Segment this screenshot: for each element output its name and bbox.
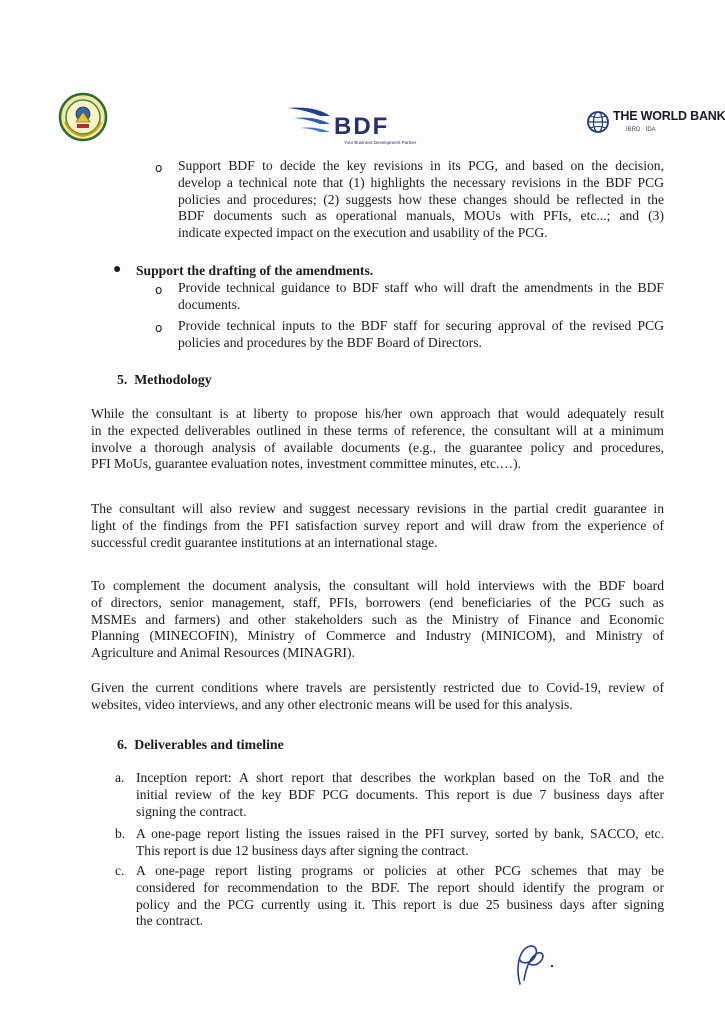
methodology-paragraph-4 bbox=[91, 680, 664, 714]
bullet-icon: ● bbox=[113, 262, 122, 277]
text-line: PFI MoUs, guarantee evaluation notes, investment committee minutes, etc.…). bbox=[91, 456, 521, 472]
sub-bullet-icon: o bbox=[155, 321, 163, 335]
section-title: Methodology bbox=[134, 372, 212, 387]
text-line: considered for recommendation to the BDF. The report should identify the program or bbox=[136, 879, 664, 895]
text-line: Provide technical inputs to the BDF staff for securing approval of the revised PCG bbox=[178, 318, 664, 333]
svg-text:Your Business Development Part: Your Business Development Partner bbox=[344, 140, 417, 145]
text-line: Support BDF to decide the key revisions in its PCG, and based on the decision, bbox=[178, 158, 664, 173]
text-line: policy and the PCG currently using it. This report is due 25 business days after signing bbox=[136, 896, 664, 912]
text-line: While the consultant is at liberty to propose his/her own approach that would adequately result bbox=[91, 406, 664, 421]
section-number: 5. bbox=[117, 372, 128, 387]
methodology-paragraph-2 bbox=[91, 501, 664, 551]
section-title: Deliverables and timeline bbox=[134, 737, 284, 752]
svg-text:BDF: BDF bbox=[334, 113, 390, 140]
section-number: 6. bbox=[117, 737, 128, 752]
amendments-title: Support the drafting of the amendments. bbox=[136, 263, 374, 278]
world-bank-sub: IBRD · IDA bbox=[626, 127, 656, 133]
text-line: websites, video interviews, and any other electronic means will be used for this analysis. bbox=[91, 696, 573, 712]
text-line: involve a thorough analysis of available documents (e.g., the guarantee policy and procedures, bbox=[91, 439, 664, 455]
text-line: policies and procedures; (2) suggests how these changes should be reflected in the bbox=[178, 191, 664, 207]
text-line: A one-page report listing the issues raised in the PFI survey, sorted by bank, SACCO, etc. bbox=[136, 826, 664, 841]
deliverable-b bbox=[136, 826, 664, 860]
list-letter: b. bbox=[115, 826, 126, 841]
text-line: successful credit guarantee institutions at an international stage. bbox=[91, 534, 438, 550]
sub-bullet-icon: o bbox=[155, 283, 163, 297]
text-line: BDF documents such as operational manuals, MOUs with PFIs, etc...; and (3) bbox=[178, 208, 664, 224]
bdf-logo-icon bbox=[286, 102, 424, 148]
initials-signature-icon bbox=[506, 940, 566, 988]
amendments-item-1 bbox=[178, 280, 664, 314]
list-letter: c. bbox=[115, 863, 125, 878]
text-line: indicate expected impact on the execution and usability of the PCG. bbox=[178, 225, 548, 241]
text-line: the contract. bbox=[136, 913, 204, 929]
deliverable-a bbox=[136, 770, 664, 820]
deliverable-c bbox=[136, 863, 664, 930]
text-line: Planning (MINECOFIN), Ministry of Commerce and Industry (MINICOM), and Ministry of bbox=[91, 628, 664, 644]
text-line: initial review of the key BDF PCG documents. This report is due 7 business days after bbox=[136, 786, 664, 802]
text-line: of directors, senior management, staff, PFIs, borrowers (end beneficiaries of the PCG such as bbox=[91, 594, 664, 610]
text-line: To complement the document analysis, the consultant will hold interviews with the BDF board bbox=[91, 578, 664, 593]
text-line: Provide technical guidance to BDF staff who will draft the amendments in the BDF bbox=[178, 280, 664, 295]
text-line: develop a technical note that (1) highlights the necessary revisions in the BDF PCG bbox=[178, 174, 664, 190]
text-line: signing the contract. bbox=[136, 803, 247, 819]
text-line: This report is due 12 business days after signing the contract. bbox=[136, 842, 469, 858]
text-line: in the expected deliverables outlined in these terms of reference, the consultant will at a minimum bbox=[91, 422, 664, 438]
section-5-heading bbox=[117, 372, 212, 388]
text-line: MSMEs and farmers) and other stakeholders such as the Ministry of Finance and Economic bbox=[91, 611, 664, 627]
rwanda-seal-icon bbox=[58, 92, 108, 142]
text-line: documents. bbox=[178, 296, 241, 312]
sub-bullet-icon: o bbox=[155, 161, 163, 175]
text-line: policies and procedures by the BDF Board of Directors. bbox=[178, 334, 482, 350]
text-line: light of the findings from the PFI satisfaction survey report and will draw from the experience of bbox=[91, 517, 664, 533]
intro-sub-bullet bbox=[178, 158, 664, 242]
methodology-paragraph-1 bbox=[91, 406, 664, 473]
text-line: The consultant will also review and suggest necessary revisions in the partial credit guarantee in bbox=[91, 501, 664, 516]
methodology-paragraph-3 bbox=[91, 578, 664, 662]
list-letter: a. bbox=[115, 770, 125, 785]
text-line: A one-page report listing programs or policies at other PCG schemes that may be bbox=[136, 863, 664, 878]
section-6-heading bbox=[117, 737, 284, 753]
text-line: Given the current conditions where travels are persistently restricted due to Covid-19, review of bbox=[91, 680, 664, 695]
world-bank-name: THE WORLD BANK bbox=[613, 109, 725, 123]
amendments-item-2 bbox=[178, 318, 664, 352]
text-line: Agriculture and Animal Resources (MINAGRI). bbox=[91, 645, 355, 661]
text-line: Inception report: A short report that describes the workplan based on the ToR and the bbox=[136, 770, 664, 785]
